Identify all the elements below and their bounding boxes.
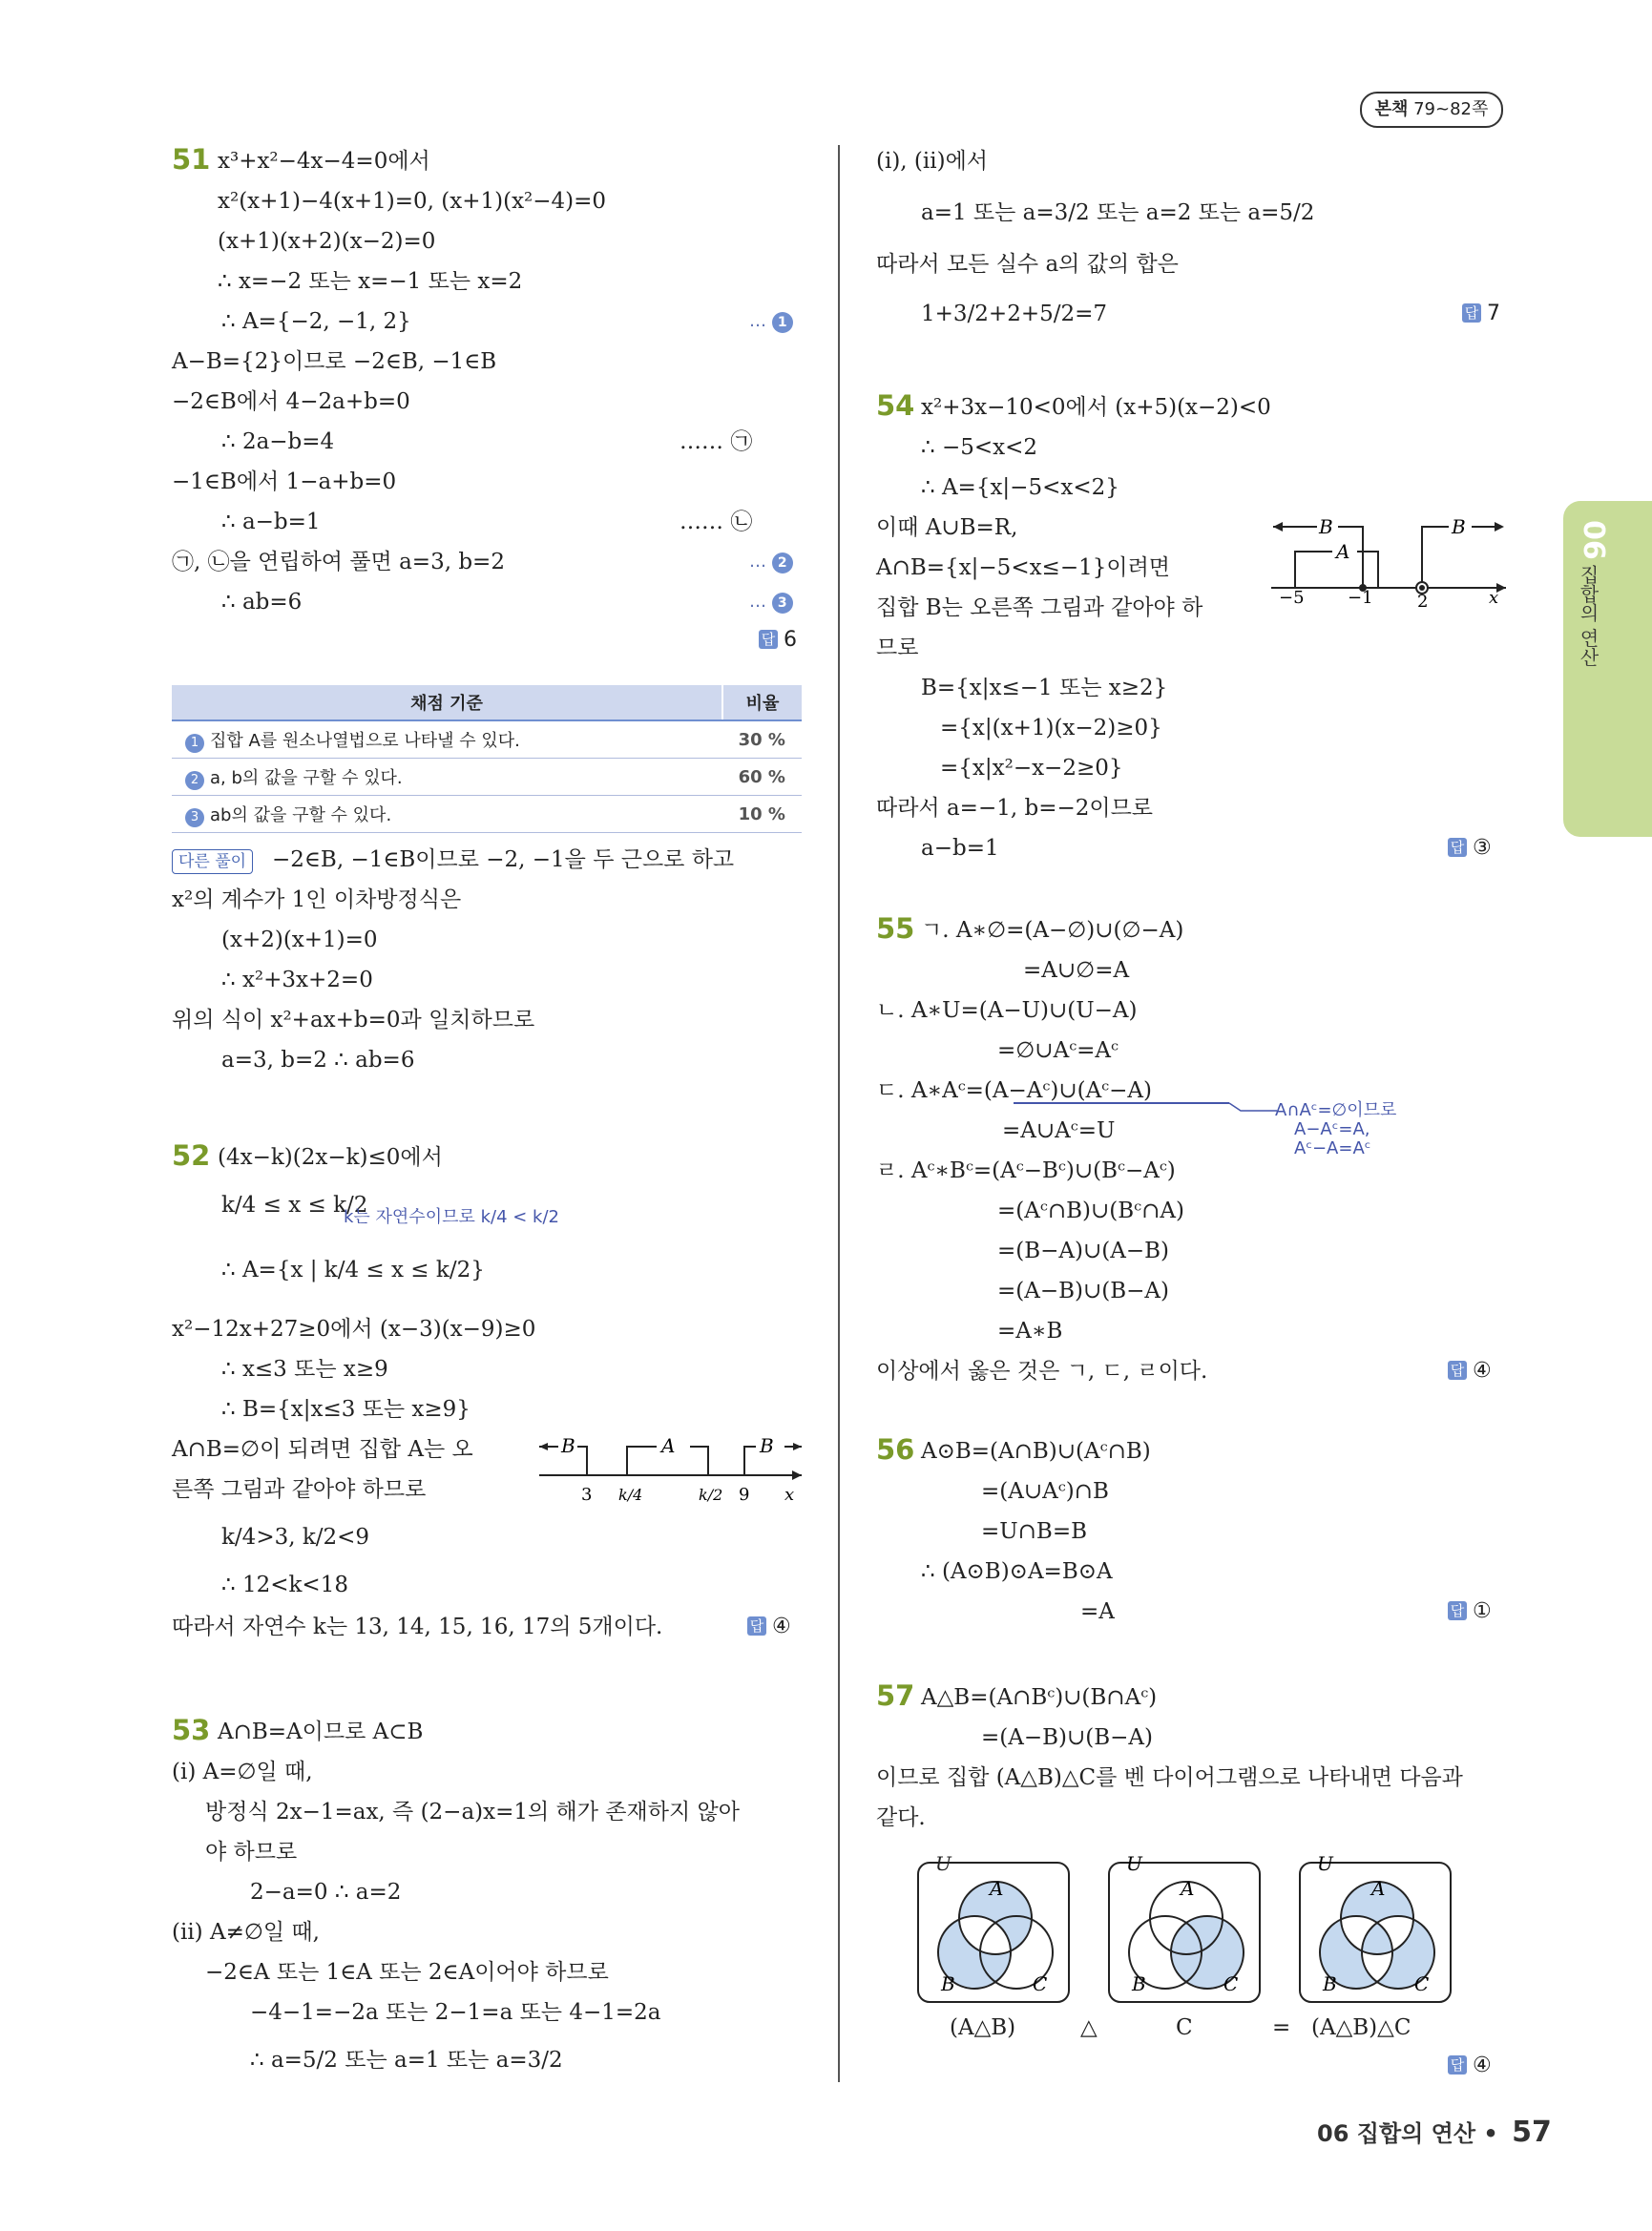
p51-line: (x+1)(x+2)(x−2)=0 xyxy=(218,229,436,254)
p55-line: ㄱ. A∗∅=(A−∅)∪(∅−A) xyxy=(921,918,1184,943)
p51-line: ∴ a−b=1 xyxy=(221,510,321,534)
venn-caption: (A△B) xyxy=(950,2015,1016,2040)
alt-line: −2∈B, −1∈B이므로 −2, −1을 두 근으로 하고 xyxy=(272,847,735,872)
p53-line: 2−a=0 ∴ a=2 xyxy=(250,1880,402,1905)
p53-line: ∴ a=5/2 또는 a=1 또는 a=3/2 xyxy=(250,2048,563,2073)
venn-label-C: C xyxy=(1414,1972,1430,1995)
nl54-label: B xyxy=(1319,515,1333,538)
p53-line: A∩B=A이므로 A⊂B xyxy=(218,1720,424,1744)
p53c-line: a=1 또는 a=3/2 또는 a=2 또는 a=5/2 xyxy=(921,200,1315,225)
ref-pages: 79~82쪽 xyxy=(1413,99,1489,119)
nl52-tick: 9 xyxy=(739,1485,750,1505)
answer-52: 답 ④ xyxy=(747,1615,791,1638)
ref-label: 본책 xyxy=(1374,99,1409,119)
p53-line: 방정식 2x−1=ax, 즉 (2−a)x=1의 해가 존재하지 않아 xyxy=(205,1800,740,1824)
table-row: 2 a, b의 값을 구할 수 있다. 60 % xyxy=(172,759,802,796)
nl52-tick: k/2 xyxy=(699,1486,723,1504)
venn-label-A: A xyxy=(990,1877,1004,1900)
p51-line: ∴ ab=6 xyxy=(221,590,303,615)
nl52-label: A xyxy=(661,1434,676,1457)
venn-label-C: C xyxy=(1033,1972,1048,1995)
venn-label-B: B xyxy=(1132,1972,1146,1995)
venn-label-A: A xyxy=(1181,1877,1195,1900)
scoring-criteria-table xyxy=(172,685,802,833)
p55-line: =A∪∅=A xyxy=(1023,958,1130,983)
p54-line: 집합 B는 오른쪽 그림과 같아야 하 xyxy=(876,595,1203,620)
problem-number-56: 56 xyxy=(876,1433,915,1466)
p53c-line: 따라서 모든 실수 a의 값의 합은 xyxy=(876,252,1179,277)
p52-line: x²−12x+27≥0에서 (x−3)(x−9)≥0 xyxy=(172,1317,536,1342)
p57-line: 같다. xyxy=(876,1805,926,1830)
alt-line: ∴ x²+3x+2=0 xyxy=(221,968,373,992)
problem-number-55: 55 xyxy=(876,912,915,945)
p55-line: =∅∪Aᶜ=Aᶜ xyxy=(997,1038,1119,1063)
p52-line: k/4>3, k/2<9 xyxy=(221,1525,370,1550)
answer-55: 답 ④ xyxy=(1448,1359,1492,1383)
p53c-line: 1+3/2+2+5/2=7 xyxy=(921,302,1108,326)
p54-line: ={x|x²−x−2≥0} xyxy=(940,756,1123,781)
p55-line: ㄷ. A∗Aᶜ=(A−Aᶜ)∪(Aᶜ−A) xyxy=(876,1078,1152,1103)
venn-label-B: B xyxy=(941,1972,955,1995)
p56-line: A⊙B=(A∩B)∪(Aᶜ∩B) xyxy=(921,1439,1151,1464)
venn-a-triangle-b xyxy=(914,1851,1077,2013)
p52-line: (4x−k)(2x−k)≤0에서 xyxy=(218,1145,443,1170)
p51-line: x²(x+1)−4(x+1)=0, (x+1)(x²−4)=0 xyxy=(218,189,607,214)
answer-57: 답 ④ xyxy=(1448,2054,1492,2077)
nl52-label: B xyxy=(760,1434,774,1457)
footer-chapter: 06 집합의 연산 xyxy=(1317,2120,1476,2147)
nl54-label: B xyxy=(1452,515,1466,538)
page-reference xyxy=(1360,92,1503,128)
p54-line: 이때 A∪B=R, xyxy=(876,515,1018,540)
venn-label-B: B xyxy=(1323,1972,1337,1995)
p57-line: 이므로 집합 (A△B)△C를 벤 다이어그램으로 나타내면 다음과 xyxy=(876,1765,1463,1790)
p54-line: x²+3x−10<0에서 (x+5)(x−2)<0 xyxy=(921,395,1271,420)
p53-line: −4−1=−2a 또는 2−1=a 또는 4−1=2a xyxy=(250,2000,661,2025)
venn-label-U: U xyxy=(935,1852,951,1875)
p55-line: =A∪Aᶜ=U xyxy=(1002,1118,1116,1143)
p53-line: −2∈A 또는 1∈A 또는 2∈A이어야 하므로 xyxy=(205,1960,609,1985)
p54-line: ∴ −5<x<2 xyxy=(921,435,1037,460)
number-line-54 xyxy=(1267,508,1510,608)
alt-line: a=3, b=2 ∴ ab=6 xyxy=(221,1048,415,1073)
p52-line: ∴ A={x | k/4 ≤ x ≤ k/2} xyxy=(221,1258,485,1282)
equation-mark: …… ㉠ xyxy=(680,429,753,454)
footer-separator: • xyxy=(1483,2120,1498,2147)
p52-line: ∴ 12<k<18 xyxy=(221,1573,348,1597)
nl54-tick: −1 xyxy=(1348,588,1373,608)
p55-line: =(Aᶜ∩B)∪(Bᶜ∩A) xyxy=(997,1199,1184,1223)
ratio-header: 비율 xyxy=(722,685,802,720)
p54-line: 따라서 a=−1, b=−2이므로 xyxy=(876,796,1154,821)
venn-caption: = xyxy=(1272,2015,1291,2040)
venn-label-U: U xyxy=(1317,1852,1333,1875)
p52-line: 른쪽 그림과 같아야 하므로 xyxy=(172,1477,427,1502)
number-line-52 xyxy=(534,1429,806,1534)
p52-line: k/4 ≤ x ≤ k/2 xyxy=(221,1193,368,1218)
p52-line: A∩B=∅이 되려면 집합 A는 오 xyxy=(172,1437,473,1462)
nl54-tick: −5 xyxy=(1279,588,1305,608)
nl54-tick: x xyxy=(1489,588,1499,608)
venn-label-A: A xyxy=(1371,1877,1386,1900)
venn-result xyxy=(1296,1851,1458,2013)
alt-solution-label: 다른 풀이 xyxy=(172,849,253,874)
p56-line: ∴ (A⊙B)⊙A=B⊙A xyxy=(921,1559,1113,1584)
p55-line: =(B−A)∪(A−B) xyxy=(997,1239,1170,1263)
p53-line: (ii) A≠∅일 때, xyxy=(172,1920,320,1945)
answer-53: 답 7 xyxy=(1462,302,1500,325)
p51-line: −2∈B에서 4−2a+b=0 xyxy=(172,389,410,414)
alt-line: (x+2)(x+1)=0 xyxy=(221,928,378,952)
criteria-header: 채점 기준 xyxy=(172,685,722,720)
equation-mark: …… ㉡ xyxy=(680,510,753,534)
nl54-label: A xyxy=(1336,540,1350,563)
problem-number-53: 53 xyxy=(172,1714,211,1746)
p52-side-note: k는 자연수이므로 k/4 < k/2 xyxy=(344,1207,559,1227)
p56-line: =A xyxy=(1080,1599,1115,1624)
p51-line: A−B={2}이므로 −2∈B, −1∈B xyxy=(172,349,497,374)
p53-line: 야 하므로 xyxy=(205,1840,298,1865)
venn-label-C: C xyxy=(1223,1972,1239,1995)
nl52-tick: k/4 xyxy=(618,1486,643,1504)
venn-caption: (A△B)△C xyxy=(1311,2015,1412,2040)
p53-line: (i) A=∅일 때, xyxy=(172,1760,313,1784)
venn-c xyxy=(1105,1851,1267,2013)
table-row: 1 집합 A를 원소나열법으로 나타낼 수 있다. 30 % xyxy=(172,720,802,759)
p51-line: ∴ A={−2, −1, 2} xyxy=(221,309,411,334)
p54-line: 므로 xyxy=(876,636,919,660)
answer-51: 답 6 xyxy=(759,628,797,652)
p52-line: ∴ B={x|x≤3 또는 x≥9} xyxy=(221,1397,471,1422)
problem-number-54: 54 xyxy=(876,389,915,422)
step-marker-1: … 1 xyxy=(749,311,793,333)
p51-line: ∴ 2a−b=4 xyxy=(221,429,335,454)
p55-side-note: A∩Aᶜ=∅이므로 A−Aᶜ=A, Aᶜ−A=Aᶜ xyxy=(1275,1100,1397,1158)
chapter-tab-number: 06 xyxy=(1577,520,1610,560)
p55-line: ㄹ. Aᶜ∗Bᶜ=(Aᶜ−Bᶜ)∪(Bᶜ−Aᶜ) xyxy=(876,1158,1176,1183)
p55-line: 이상에서 옳은 것은 ㄱ, ㄷ, ㄹ이다. xyxy=(876,1359,1208,1384)
p55-line: =A∗B xyxy=(997,1319,1063,1344)
p52-line: 따라서 자연수 k는 13, 14, 15, 16, 17의 5개이다. xyxy=(172,1615,663,1639)
answer-54: 답 ③ xyxy=(1448,836,1492,860)
p57-line: =(A−B)∪(B−A) xyxy=(981,1725,1154,1750)
p56-line: =(A∪Aᶜ)∩B xyxy=(981,1479,1109,1504)
alt-line: 위의 식이 x²+ax+b=0과 일치하므로 xyxy=(172,1008,535,1032)
p55-line: ㄴ. A∗U=(A−U)∪(U−A) xyxy=(876,998,1138,1023)
nl52-tick: 3 xyxy=(581,1485,593,1505)
p55-line: =(A−B)∪(B−A) xyxy=(997,1279,1170,1303)
chapter-tab-title: 집합의 연산 xyxy=(1577,565,1600,667)
p52-line: ∴ x≤3 또는 x≥9 xyxy=(221,1357,388,1382)
p51-line: ㉠, ㉡을 연립하여 풀면 a=3, b=2 xyxy=(172,550,505,574)
problem-number-52: 52 xyxy=(172,1139,211,1172)
p53c-line: (i), (ii)에서 xyxy=(876,149,989,174)
venn-label-U: U xyxy=(1126,1852,1142,1875)
nl52-tick: x xyxy=(784,1485,795,1505)
p54-line: a−b=1 xyxy=(921,836,999,861)
table-row: 3 ab의 값을 구할 수 있다. 10 % xyxy=(172,796,802,833)
step-marker-3: … 3 xyxy=(749,592,793,614)
p57-line: A△B=(A∩Bᶜ)∪(B∩Aᶜ) xyxy=(921,1685,1158,1710)
p54-line: ={x|(x+1)(x−2)≥0} xyxy=(940,716,1162,740)
p54-line: A∩B={x|−5<x≤−1}이려면 xyxy=(876,555,1171,580)
venn-caption: C xyxy=(1176,2015,1193,2040)
nl54-tick: 2 xyxy=(1417,592,1429,608)
page-footer xyxy=(1317,2115,1552,2149)
column-divider xyxy=(838,145,840,2082)
answer-56: 답 ① xyxy=(1448,1599,1492,1623)
problem-number-57: 57 xyxy=(876,1679,915,1712)
p51-line: ∴ x=−2 또는 x=−1 또는 x=2 xyxy=(218,269,523,294)
alt-line: x²의 계수가 1인 이차방정식은 xyxy=(172,887,462,912)
nl52-label: B xyxy=(561,1434,575,1457)
step-marker-2: … 2 xyxy=(749,552,793,573)
p51-line: x³+x²−4x−4=0에서 xyxy=(218,149,430,174)
p54-line: B={x|x≤−1 또는 x≥2} xyxy=(921,676,1168,700)
problem-number-51: 51 xyxy=(172,143,211,176)
p56-line: =U∩B=B xyxy=(981,1519,1088,1544)
p51-line: −1∈B에서 1−a+b=0 xyxy=(172,469,397,494)
p54-line: ∴ A={x|−5<x<2} xyxy=(921,475,1119,500)
venn-caption: △ xyxy=(1080,2015,1098,2040)
page-number: 57 xyxy=(1512,2116,1552,2149)
